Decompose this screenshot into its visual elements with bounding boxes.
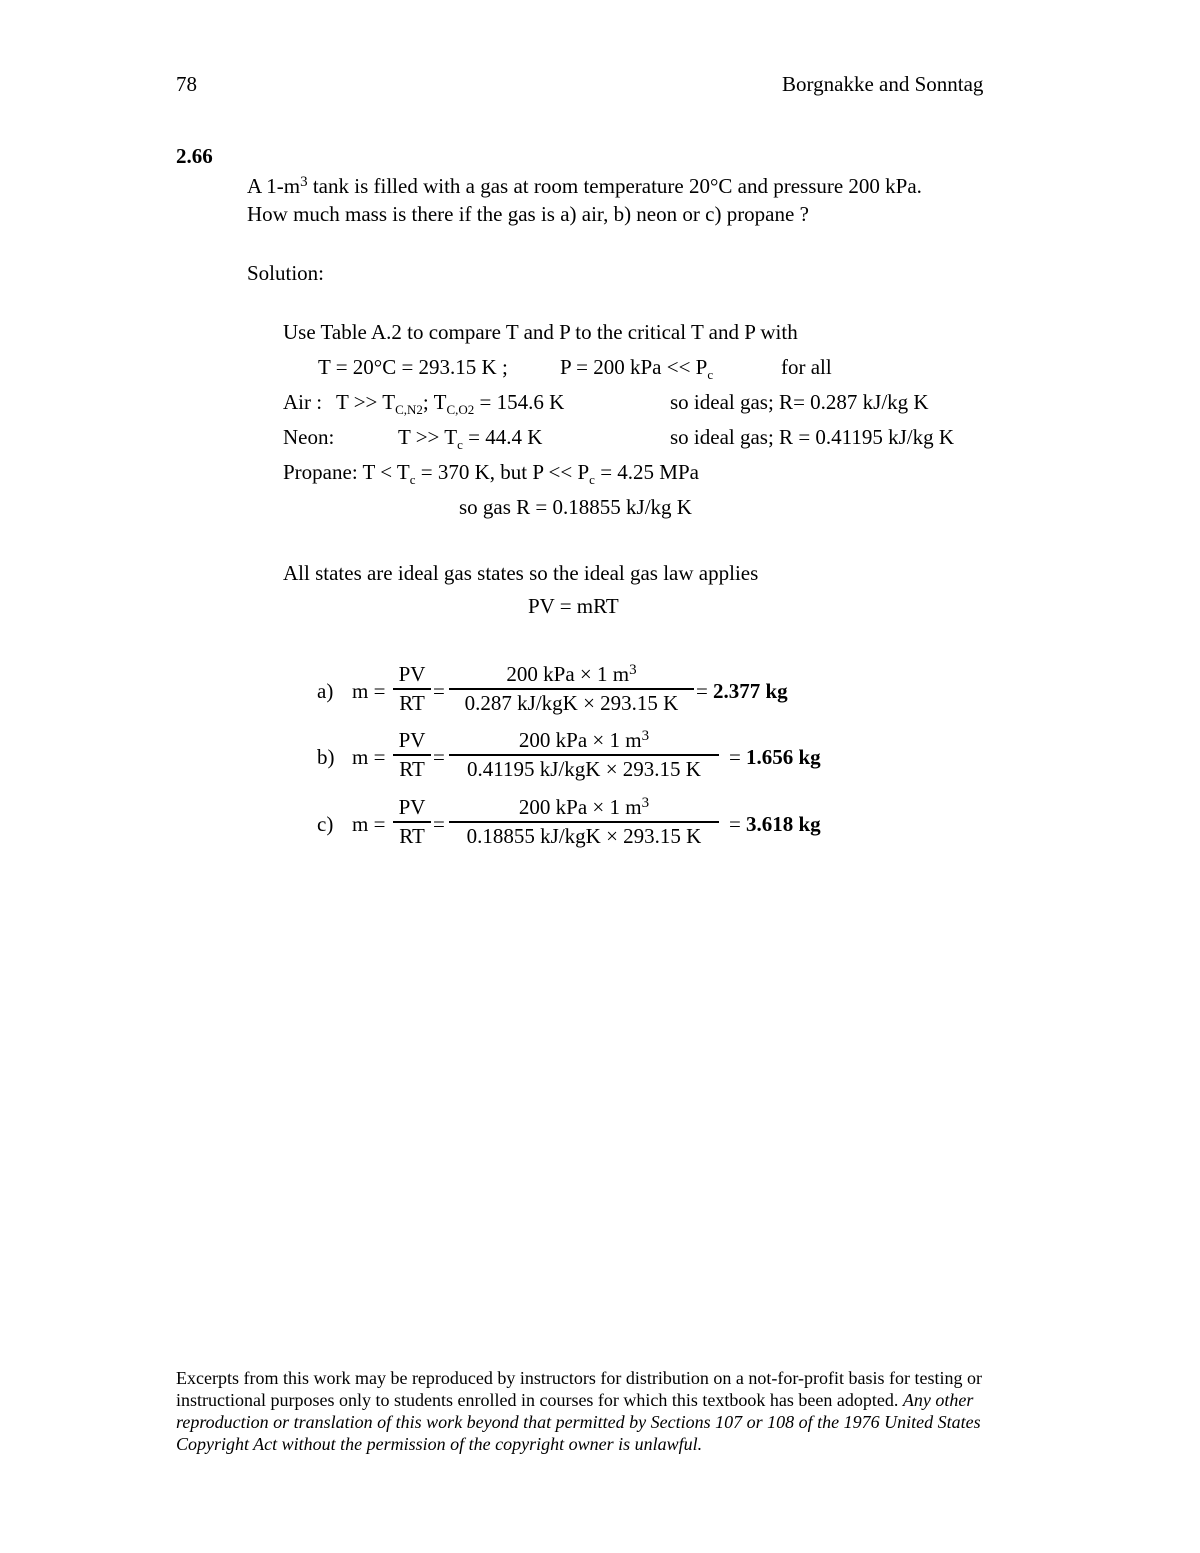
calc-fraction: 200 kPa × 1 $m^3$ 0.41195 kJ/kgK × 293.15 K (449, 730, 719, 780)
calc-fraction: 200 kPa × 1 $m^3$ 0.287 kJ/kgK × 293.15 K (449, 664, 694, 714)
calc-result: 1.656 kg (746, 745, 821, 769)
running-header: Borgnakke and Sonntag (782, 72, 984, 96)
calc-result: 3.618 kg (746, 812, 821, 836)
calc-equals-result: = (729, 812, 741, 836)
calc-equals: = (433, 745, 445, 769)
condition-for-all: for all (781, 355, 832, 379)
solution-intro: Use Table A.2 to compare T and P to the critical T and P with (283, 320, 798, 344)
problem-statement-line-2: How much mass is there if the gas is a) air, b) neon or c) propane ? (247, 202, 809, 226)
calc-fraction: 200 kPa × 1 $m^3$ 0.18855 kJ/kgK × 293.15 K (449, 797, 719, 847)
copyright-notice: Excerpts from this work may be reproduced by instructors for distribution on a not-for-profit basis for testing or instructional purposes only to students enrolled in courses for which this textbook has been adopted. Any other reproduction or translation of this work beyond that permitted by Sections 107 or 108 of the 1976 United States Copyright Act without the permission of the copyright owner is unlawful. (176, 1368, 982, 1454)
air-label: Air : (283, 390, 323, 414)
pv-over-rt-fraction: $\frac{PV}{RT}$ (393, 664, 431, 714)
neon-critical-temperature: $T >> T_c = 44.4$ K (398, 425, 543, 452)
air-result: so ideal gas; R= 0.287 kJ/kg K (670, 390, 929, 414)
calc-result: 2.377 kg (713, 679, 788, 703)
ideal-gas-statement: All states are ideal gas states so the ideal gas law applies (283, 561, 759, 585)
pv-over-rt-fraction: $\frac{PV}{RT}$ (393, 730, 431, 780)
propane-critical: Propane: $T < T_c = 370$ K, but $P << P_c = 4.25$ MPa (283, 460, 699, 487)
calc-equals-result: = (696, 679, 708, 703)
solution-label: Solution: (247, 261, 325, 285)
neon-label: Neon: (283, 425, 335, 449)
calc-label: b) (317, 745, 335, 769)
calc-equals: = (433, 679, 445, 703)
calc-mass-symbol: m = (352, 679, 386, 703)
condition-pressure: P = 200 kPa << $P_c$ (560, 355, 714, 382)
problem-number: 2.66 (176, 144, 213, 168)
calc-label: a) (317, 679, 334, 703)
condition-temperature: T = 20°C = 293.15 K ; (318, 355, 508, 379)
calc-mass-symbol: m = (352, 812, 386, 836)
calc-mass-symbol: m = (352, 745, 386, 769)
pv-over-rt-fraction: $\frac{PV}{RT}$ (393, 797, 431, 847)
page-number: 78 (176, 72, 197, 96)
ideal-gas-law: PV = mRT (528, 594, 619, 618)
neon-result: so ideal gas; R = 0.41195 kJ/kg K (670, 425, 955, 449)
problem-statement-line-1: A $1-m^3$ tank is filled with a gas at room temperature 20°C and pressure 200 kPa. (247, 174, 922, 198)
calc-equals-result: = (729, 745, 741, 769)
calc-label: c) (317, 812, 334, 836)
propane-result: so gas R = 0.18855 kJ/kg K (459, 495, 692, 519)
air-critical-temperature: $T >> T_{C,N2}$; $T_{C,O2} = 154.6$ K (336, 390, 565, 417)
calc-equals: = (433, 812, 445, 836)
